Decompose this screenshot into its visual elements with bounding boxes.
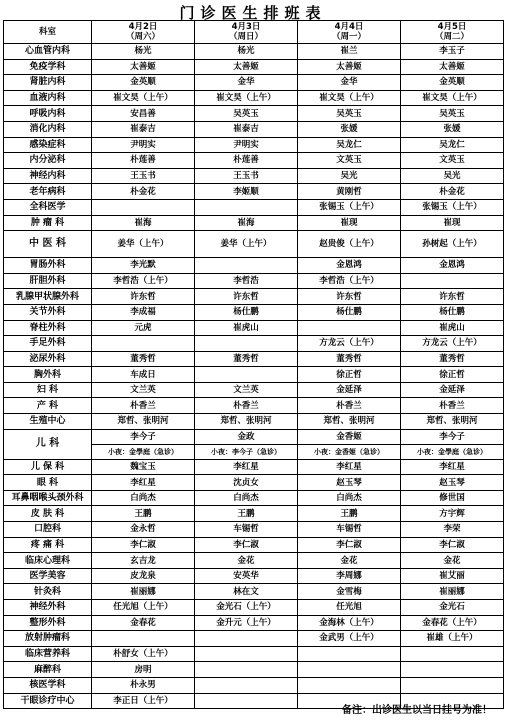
doctor-cell: 张媛 (401, 121, 504, 137)
doctor-cell (195, 336, 298, 352)
doctor-cell (195, 693, 298, 709)
doctor-cell: 赵贵俊（上午） (298, 231, 401, 258)
table-row (4, 75, 504, 91)
doctor-cell: 姜华（上午） (195, 231, 298, 258)
table-row (4, 584, 504, 600)
doctor-cell (195, 258, 298, 274)
doctor-cell: 李玉子 (401, 44, 504, 60)
dept-cell: 针灸科 (4, 584, 92, 600)
dept-cell: 内分泌科 (4, 153, 92, 169)
table-row (4, 646, 504, 662)
header-date: 4月2日 (128, 22, 158, 32)
table-row (4, 429, 504, 444)
footnote: 备注：出诊医生以当日挂号为准！ (342, 705, 492, 716)
doctor-cell (298, 677, 401, 693)
table-row (4, 90, 504, 106)
doctor-cell: 崔文昊（上午） (195, 90, 298, 106)
table-row (4, 336, 504, 352)
doctor-cell: 金武男（上午） (298, 631, 401, 647)
doctor-cell (92, 631, 195, 647)
table-row (4, 273, 504, 289)
doctor-cell: 朴莲善 (195, 153, 298, 169)
doctor-cell: 崔虎山 (195, 320, 298, 336)
dept-cell: 麻醉科 (4, 662, 92, 678)
table-row (4, 631, 504, 647)
doctor-cell: 尹明实 (92, 137, 195, 153)
dept-cell: 泌尿外科 (4, 351, 92, 367)
doctor-cell: 李红星 (298, 459, 401, 475)
table-row (4, 137, 504, 153)
doctor-cell: 崔文昊（上午） (92, 90, 195, 106)
doctor-cell (298, 320, 401, 336)
dept-cell: 免疫学科 (4, 59, 92, 75)
doctor-cell: 张媛 (298, 121, 401, 137)
doctor-cell: 赵玉琴 (298, 475, 401, 491)
doctor-cell: 崔文昊（上午） (401, 90, 504, 106)
table-row (4, 199, 504, 215)
header-weekday: （周日） (228, 32, 263, 42)
doctor-cell: 金花 (298, 553, 401, 569)
doctor-cell: 金华 (298, 75, 401, 91)
doctor-cell (401, 677, 504, 693)
dept-cell: 干眼诊疗中心 (4, 693, 92, 709)
table-row (4, 215, 504, 231)
doctor-cell: 李荣 (401, 522, 504, 538)
table-row (4, 414, 504, 430)
doctor-cell: 安昌善 (92, 106, 195, 122)
doctor-cell: 杨仕鹏 (401, 304, 504, 320)
doctor-cell: 董秀哲 (92, 351, 195, 367)
doctor-cell: 崔海 (92, 215, 195, 231)
dept-cell: 乳腺甲状腺外科 (4, 289, 92, 305)
dept-cell: 儿 科 (4, 429, 92, 459)
doctor-cell (195, 631, 298, 647)
doctor-cell: 白尚杰 (92, 490, 195, 506)
doctor-cell: 吴英玉 (195, 106, 298, 122)
dept-cell: 妇 科 (4, 382, 92, 398)
doctor-cell: 王鹏 (298, 506, 401, 522)
doctor-cell: 李周娜 (298, 568, 401, 584)
doctor-cell: 朴金花 (92, 184, 195, 200)
doctor-cell: 崔现 (401, 215, 504, 231)
dept-cell: 血液内科 (4, 90, 92, 106)
doctor-cell: 金升元（上午） (195, 615, 298, 631)
doctor-cell: 金海林（上午） (298, 615, 401, 631)
doctor-cell (401, 646, 504, 662)
doctor-cell: 文兰英 (92, 382, 195, 398)
doctor-cell: 金雪梅 (298, 584, 401, 600)
doctor-cell: 张锡玉（上午） (401, 199, 504, 215)
doctor-cell: 皮龙泉 (92, 568, 195, 584)
doctor-cell: 李今子 (401, 429, 504, 444)
doctor-cell: 金恩鸿 (401, 258, 504, 274)
doctor-cell (298, 646, 401, 662)
dept-cell: 神经内科 (4, 168, 92, 184)
doctor-cell: 金光石（上午） (195, 600, 298, 616)
dept-cell: 临床心理科 (4, 553, 92, 569)
doctor-cell: 任光旭 (298, 600, 401, 616)
header-weekday: （周二） (434, 32, 469, 42)
schedule-table (3, 20, 504, 709)
doctor-cell: 金延泽 (298, 382, 401, 398)
doctor-cell: 王玉书 (92, 168, 195, 184)
table-row (4, 231, 504, 258)
doctor-cell: 太善姬 (401, 59, 504, 75)
doctor-cell: 张锡玉（上午） (298, 199, 401, 215)
doctor-cell: 尹明实 (195, 137, 298, 153)
doctor-cell: 李仁淑 (195, 537, 298, 553)
dept-cell: 心血管内科 (4, 44, 92, 60)
doctor-cell (92, 199, 195, 215)
doctor-cell: 徐正哲 (401, 367, 504, 383)
doctor-cell: 金华 (195, 75, 298, 91)
doctor-cell: 许东哲 (92, 289, 195, 305)
doctor-cell: 金光石 (401, 600, 504, 616)
doctor-cell: 金春花 (92, 615, 195, 631)
dept-cell: 中 医 科 (4, 231, 92, 258)
table-row (4, 289, 504, 305)
dept-cell: 医学美容 (4, 568, 92, 584)
dept-cell: 胃肠外科 (4, 258, 92, 274)
doctor-cell: 吴光 (401, 168, 504, 184)
doctor-cell: 杨光 (92, 44, 195, 60)
doctor-cell: 朴香兰 (92, 398, 195, 414)
night-shift-cell: 小夜：金學庭（急诊） (401, 444, 504, 459)
doctor-cell: 沈贞女 (195, 475, 298, 491)
dept-cell: 生殖中心 (4, 414, 92, 430)
doctor-cell: 郑哲、张明河 (298, 414, 401, 430)
doctor-cell: 元虎 (92, 320, 195, 336)
doctor-cell: 崔文昊（上午） (298, 90, 401, 106)
table-row (4, 522, 504, 538)
doctor-cell: 李仁淑 (298, 537, 401, 553)
doctor-cell: 李哲浩（上午） (298, 273, 401, 289)
doctor-cell (401, 273, 504, 289)
doctor-cell: 杨仕鹏 (298, 304, 401, 320)
night-shift-cell: 小夜：金香姬（急诊） (298, 444, 401, 459)
table-row (4, 351, 504, 367)
table-row (4, 459, 504, 475)
doctor-cell: 车锡哲 (298, 522, 401, 538)
dept-cell: 疼 痛 科 (4, 537, 92, 553)
doctor-cell: 吴英玉 (401, 106, 504, 122)
table-row (4, 59, 504, 75)
doctor-cell: 王玉书 (195, 168, 298, 184)
doctor-cell: 李成福 (92, 304, 195, 320)
doctor-cell: 李光默 (92, 258, 195, 274)
dept-cell: 手足外科 (4, 336, 92, 352)
doctor-cell: 朴莲善 (92, 153, 195, 169)
table-row (4, 44, 504, 60)
doctor-cell: 白尚杰 (298, 490, 401, 506)
doctor-cell: 朴金花 (401, 184, 504, 200)
doctor-cell (195, 662, 298, 678)
doctor-cell: 黄刚哲 (298, 184, 401, 200)
doctor-cell: 李正日（上午） (92, 693, 195, 709)
dept-cell: 肝胆外科 (4, 273, 92, 289)
doctor-cell: 董秀哲 (298, 351, 401, 367)
doctor-cell: 杨仕鹏 (195, 304, 298, 320)
doctor-cell: 金花 (195, 553, 298, 569)
dept-cell: 核医学科 (4, 677, 92, 693)
doctor-cell: 王鹏 (92, 506, 195, 522)
dept-cell: 眼 科 (4, 475, 92, 491)
doctor-cell: 文英玉 (298, 153, 401, 169)
doctor-cell: 崔丽娜 (92, 584, 195, 600)
doctor-cell: 金永哲 (92, 522, 195, 538)
table-row (4, 304, 504, 320)
doctor-cell: 玄吉龙 (92, 553, 195, 569)
doctor-cell: 李红星 (92, 475, 195, 491)
table-row (4, 106, 504, 122)
doctor-cell: 崔丽娜 (401, 584, 504, 600)
doctor-cell: 董秀哲 (195, 351, 298, 367)
doctor-cell: 崔泰吉 (195, 121, 298, 137)
doctor-cell: 李今子 (92, 429, 195, 444)
doctor-cell: 许东哲 (298, 289, 401, 305)
header-date: 4月4日 (334, 22, 364, 32)
table-row (4, 382, 504, 398)
doctor-cell: 许东哲 (195, 289, 298, 305)
table-row (4, 568, 504, 584)
header-day-1 (92, 21, 195, 44)
doctor-cell: 朴永男 (92, 677, 195, 693)
dept-cell: 神经外科 (4, 600, 92, 616)
doctor-cell: 朴香兰 (401, 398, 504, 414)
header-date: 4月3日 (231, 22, 261, 32)
doctor-cell: 金春花（上午） (401, 615, 504, 631)
doctor-cell: 杨光 (195, 44, 298, 60)
doctor-cell: 魏宝玉 (92, 459, 195, 475)
table-row (4, 662, 504, 678)
dept-cell: 老年病科 (4, 184, 92, 200)
doctor-cell: 文英玉 (401, 153, 504, 169)
doctor-cell: 金香姬 (298, 429, 401, 444)
doctor-cell: 吴光 (298, 168, 401, 184)
dept-cell: 胸外科 (4, 367, 92, 383)
doctor-cell (401, 662, 504, 678)
table-row (4, 537, 504, 553)
table-row (4, 490, 504, 506)
dept-cell: 脊柱外科 (4, 320, 92, 336)
dept-cell: 消化内科 (4, 121, 92, 137)
doctor-cell: 任光旭（上午） (92, 600, 195, 616)
doctor-cell: 崔艾丽 (401, 568, 504, 584)
doctor-cell: 吴英玉 (298, 106, 401, 122)
doctor-cell: 吴龙仁 (298, 137, 401, 153)
doctor-cell: 文兰英 (195, 382, 298, 398)
doctor-cell: 吴龙仁 (401, 137, 504, 153)
doctor-cell: 许东哲 (401, 289, 504, 305)
doctor-cell: 方宇辉 (401, 506, 504, 522)
doctor-cell: 金政 (195, 429, 298, 444)
table-row (4, 121, 504, 137)
doctor-cell: 金恩鸿 (298, 258, 401, 274)
doctor-cell: 李哲浩（上午） (92, 273, 195, 289)
doctor-cell: 房明 (92, 662, 195, 678)
dept-cell: 口腔科 (4, 522, 92, 538)
table-row (4, 677, 504, 693)
table-row (4, 184, 504, 200)
doctor-cell: 李姬顺 (195, 184, 298, 200)
doctor-cell: 李仁淑 (92, 537, 195, 553)
header-weekday: （周一） (331, 32, 366, 42)
doctor-cell: 车成日 (92, 367, 195, 383)
dept-cell: 产 科 (4, 398, 92, 414)
header-day-2 (195, 21, 298, 44)
dept-cell: 耳鼻咽喉头颈外科 (4, 490, 92, 506)
doctor-cell (195, 367, 298, 383)
dept-cell: 关节外科 (4, 304, 92, 320)
table-row (4, 506, 504, 522)
doctor-cell: 李仁淑 (401, 537, 504, 553)
night-shift-cell: 小夜：金學庭（急诊） (92, 444, 195, 459)
table-row (4, 168, 504, 184)
table-row (4, 258, 504, 274)
dept-cell: 肿 瘤 科 (4, 215, 92, 231)
doctor-cell: 朴香兰 (298, 398, 401, 414)
header-day-4 (401, 21, 504, 44)
doctor-cell: 崔雄（上午） (401, 631, 504, 647)
doctor-cell: 郑哲、张明河 (401, 414, 504, 430)
doctor-cell: 朴香兰 (195, 398, 298, 414)
doctor-cell: 金花 (401, 553, 504, 569)
doctor-cell: 林在文 (195, 584, 298, 600)
doctor-cell: 姜华（上午） (92, 231, 195, 258)
dept-cell: 放射肿瘤科 (4, 631, 92, 647)
night-shift-cell: 小夜：李今子（急诊） (195, 444, 298, 459)
doctor-cell: 崔泰吉 (92, 121, 195, 137)
dept-cell: 临床营养科 (4, 646, 92, 662)
dept-cell: 呼吸内科 (4, 106, 92, 122)
table-row (4, 475, 504, 491)
doctor-cell (195, 677, 298, 693)
doctor-cell (92, 336, 195, 352)
doctor-cell: 方龙云（上午） (401, 336, 504, 352)
doctor-cell: 孙树起（上午） (401, 231, 504, 258)
doctor-cell: 徐正哲 (298, 367, 401, 383)
table-row (4, 600, 504, 616)
doctor-cell (195, 646, 298, 662)
doctor-cell: 李哲浩 (195, 273, 298, 289)
table-row (4, 398, 504, 414)
doctor-cell (195, 199, 298, 215)
doctor-cell: 金英顺 (401, 75, 504, 91)
doctor-cell: 太善姬 (298, 59, 401, 75)
doctor-cell: 安英华 (195, 568, 298, 584)
table-row (4, 553, 504, 569)
doctor-cell: 金英顺 (92, 75, 195, 91)
doctor-cell: 车锡哲 (195, 522, 298, 538)
doctor-cell (298, 662, 401, 678)
header-dept: 科室 (4, 21, 92, 44)
doctor-cell: 崔现 (298, 215, 401, 231)
table-row (4, 615, 504, 631)
doctor-cell: 太善姬 (92, 59, 195, 75)
table-row (4, 367, 504, 383)
doctor-cell: 朴舒女（上午） (92, 646, 195, 662)
doctor-cell: 郑哲、张明河 (92, 414, 195, 430)
dept-cell: 皮 肤 科 (4, 506, 92, 522)
doctor-cell: 白尚杰 (195, 490, 298, 506)
header-date: 4月5日 (437, 22, 467, 32)
doctor-cell: 王鹏 (195, 506, 298, 522)
dept-cell: 儿 保 科 (4, 459, 92, 475)
header-day-3 (298, 21, 401, 44)
doctor-cell: 金延泽 (401, 382, 504, 398)
doctor-cell: 董秀哲 (401, 351, 504, 367)
dept-cell: 全科医学 (4, 199, 92, 215)
header-row (4, 21, 504, 44)
doctor-cell: 崔虎山 (401, 320, 504, 336)
dept-cell: 肾脏内科 (4, 75, 92, 91)
doctor-cell: 修世国 (401, 490, 504, 506)
doctor-cell: 李红星 (195, 459, 298, 475)
page-title: 门诊医生排班表 (179, 4, 327, 22)
dept-cell: 整形外科 (4, 615, 92, 631)
header-weekday: （周六） (125, 32, 160, 42)
doctor-cell: 崔海 (195, 215, 298, 231)
doctor-cell: 赵玉琴 (401, 475, 504, 491)
doctor-cell: 李红星 (401, 459, 504, 475)
doctor-cell: 太善姬 (195, 59, 298, 75)
doctor-cell: 崔兰 (298, 44, 401, 60)
table-row (4, 320, 504, 336)
dept-cell: 感染症科 (4, 137, 92, 153)
doctor-cell: 方龙云（上午） (298, 336, 401, 352)
table-row (4, 153, 504, 169)
doctor-cell: 郑哲、张明河 (195, 414, 298, 430)
